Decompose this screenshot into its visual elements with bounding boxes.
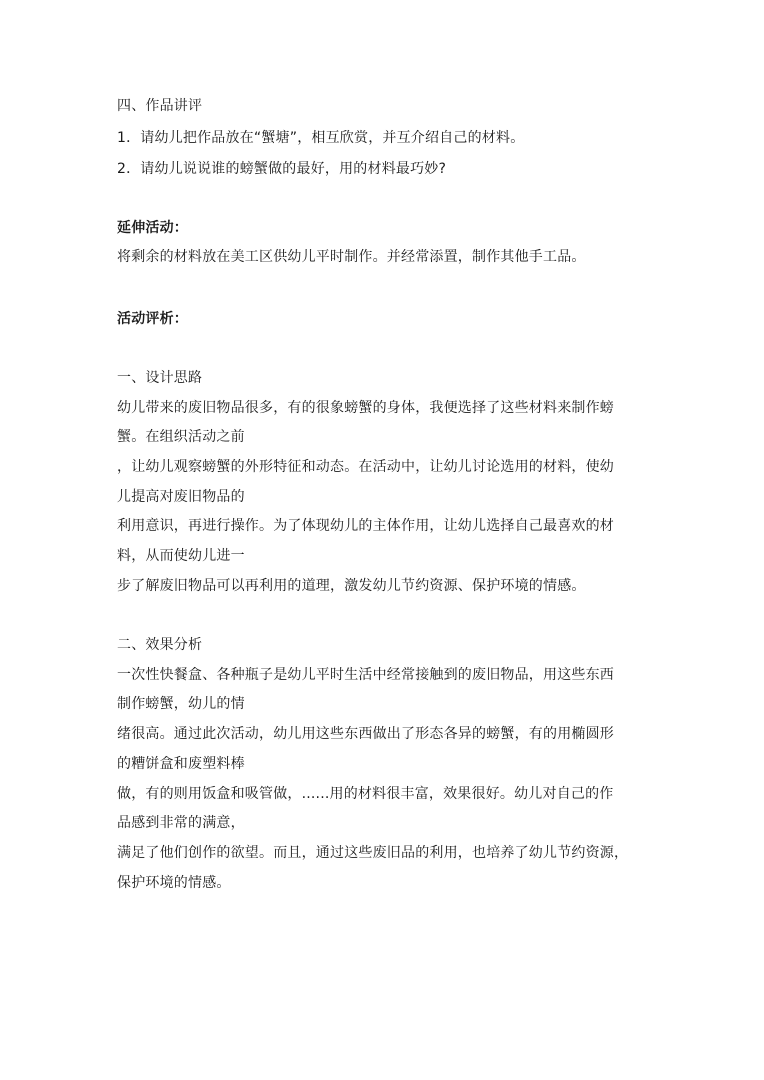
activity-evaluation-heading: 活动评析：	[117, 311, 188, 327]
design-idea-line: 儿提高对废旧物品的	[117, 489, 245, 505]
review-item-2: 2．请幼儿说说谁的螃蟹做的最好，用的材料最巧妙?	[117, 161, 447, 177]
effect-analysis-line: 做，有的则用饭盒和吸管做，......用的材料很丰富，效果很好。幼儿对自己的作	[117, 786, 614, 802]
effect-analysis-line: 一次性快餐盒、各种瓶子是幼儿平时生活中经常接触到的废旧物品，用这些东西	[117, 667, 614, 683]
design-idea-line: 幼儿带来的废旧物品很多，有的很象螃蟹的身体，我便选择了这些材料来制作螃	[117, 400, 614, 416]
extension-activity-text: 将剩余的材料放在美工区供幼儿平时制作。并经常添置，制作其他手工品。	[117, 249, 586, 265]
design-idea-line: 蟹。在组织活动之前	[117, 429, 245, 445]
effect-analysis-line: 制作螃蟹，幼儿的情	[117, 696, 245, 712]
review-item-1: 1．请幼儿把作品放在“蟹塘”，相互欣赏，并互介绍自己的材料。	[117, 130, 525, 146]
effect-analysis-line: 保护环境的情感。	[117, 875, 231, 891]
design-idea-heading: 一、设计思路	[117, 370, 203, 386]
extension-activity-heading: 延伸活动：	[117, 220, 188, 236]
design-idea-line: 步了解废旧物品可以再利用的道理，激发幼儿节约资源、保护环境的情感。	[117, 578, 586, 594]
effect-analysis-heading: 二、效果分析	[117, 637, 203, 653]
effect-analysis-line: 满足了他们创作的欲望。而且，通过这些废旧品的利用，也培养了幼儿节约资源，	[117, 845, 629, 861]
effect-analysis-line: 品感到非常的满意，	[117, 815, 245, 831]
effect-analysis-line: 的糟饼盒和废塑料棒	[117, 756, 245, 772]
design-idea-line: ，让幼儿观察螃蟹的外形特征和动态。在活动中，让幼儿讨论选用的材料，使幼	[117, 459, 614, 475]
section-heading-works-review: 四、作品讲评	[117, 98, 203, 114]
design-idea-line: 料，从而使幼儿进一	[117, 548, 245, 564]
effect-analysis-line: 绪很高。通过此次活动，幼儿用这些东西做出了形态各异的螃蟹，有的用椭圆形	[117, 726, 614, 742]
design-idea-line: 利用意识，再进行操作。为了体现幼儿的主体作用，让幼儿选择自己最喜欢的材	[117, 518, 614, 534]
